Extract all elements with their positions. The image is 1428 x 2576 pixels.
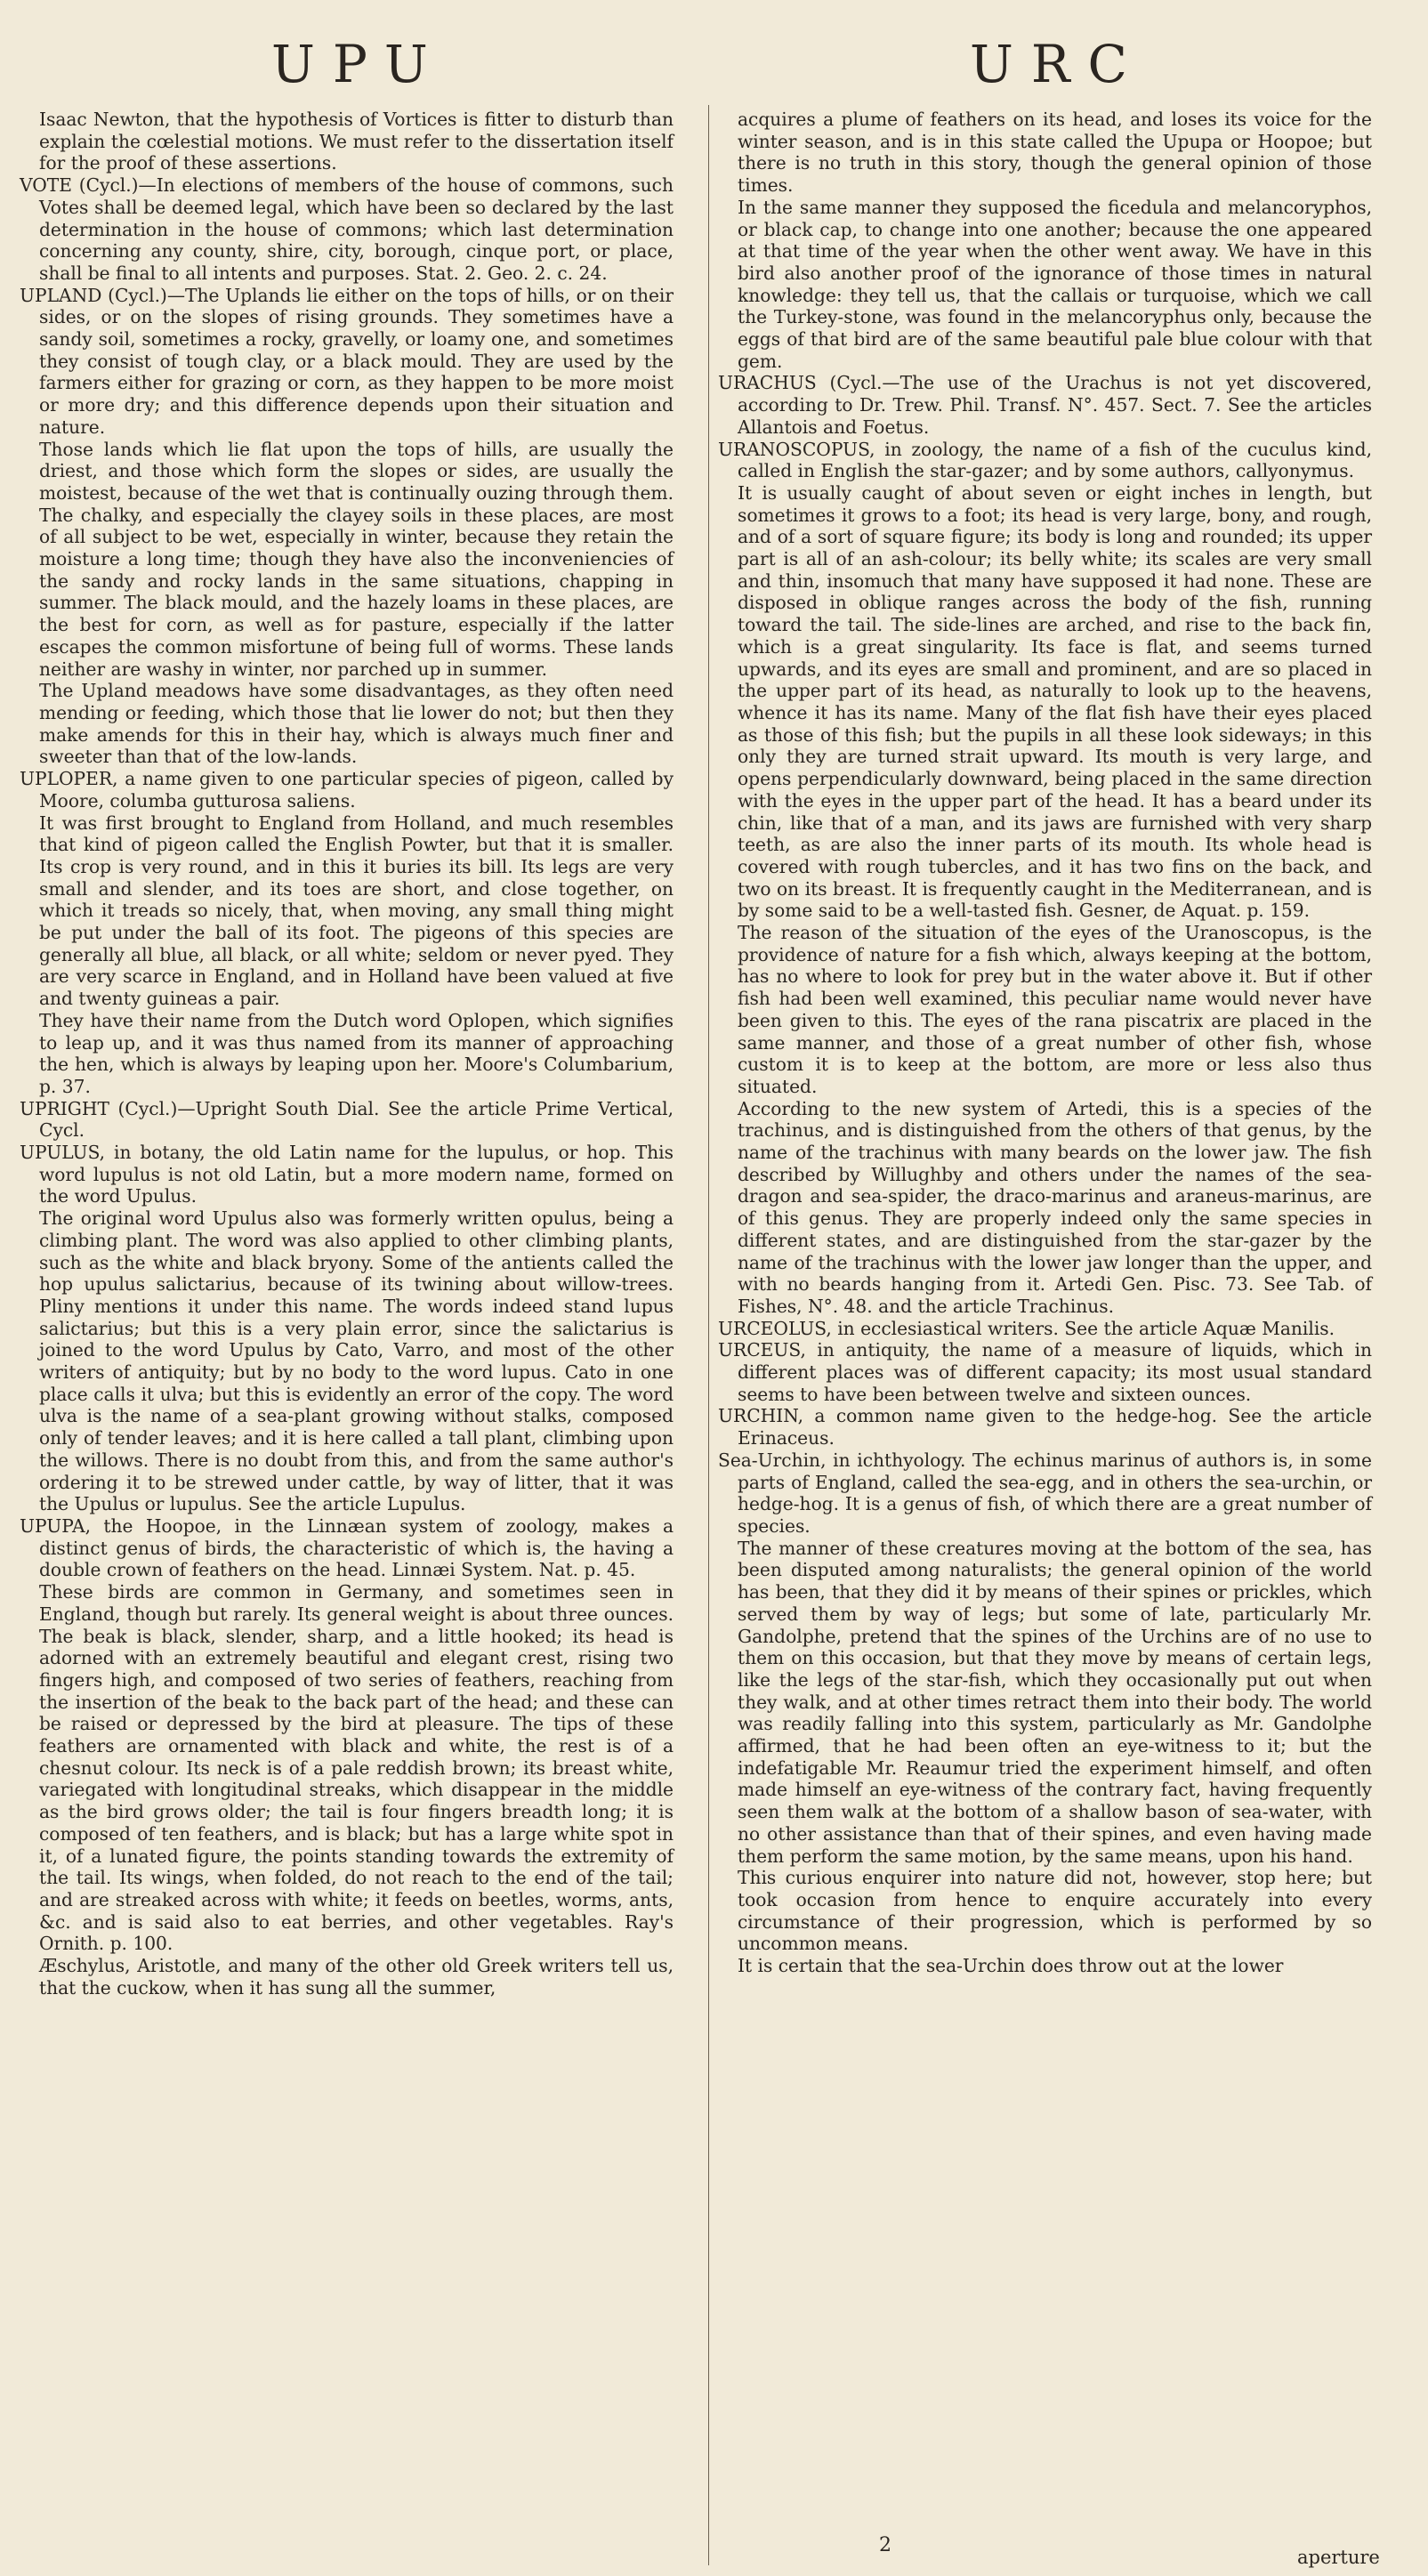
- dictionary-entry: UPLAND (Cycl.)—The Uplands lie either on the tops of hills, or on their sides, or on the slopes of rising grounds. They sometimes have a sandy soil, sometimes a rocky, gravelly, or loamy one, and sometimes they consist of tough clay, or a black mould. They are used by the farmers either for grazing or corn, as they happen to be more moist or more dry; and this difference depends upon their situation and nature.: [20, 284, 674, 438]
- dictionary-entry: UPUPA, the Hoopoe, in the Linnæan system of zoology, makes a distinct genus of birds, the characteristic of which is, the having a double crown of feathers on the head. Linnæi System. Nat. p. 45.: [20, 1515, 674, 1581]
- paragraph: The manner of these creatures moving at the bottom of the sea, has been disputed among naturalists; the general opinion of the world has been, that they did it by means of their spines or prickles, which served them by way of legs; but some of late, particularly Mr. Gandolphe, pretend that the spines of the Urchins are of no use to them on this occasion, but that they move by means of certain legs, like the legs of the star-fish, which they occasionally put out when they walk, and at other times retract them into their body. The world was readily falling into this system, particularly as Mr. Gandolphe affirmed, that he had been often an eye-witness to it; but the indefatigable Mr. Reaumur tried the experiment himself, and often made himself an eye-witness of the contrary fact, having frequently seen them walk at the bottom of a shallow bason of sea-water, with no other assistance than that of their spines, and even having made them perform the same motion, by the same means, upon his hand.: [738, 1537, 1372, 1867]
- paragraph: The reason of the situation of the eyes of the Uranoscopus, is the providence of nature for a fish which, always keeping at the bottom, has no where to look for prey but in the water above it. But if other fish had been well examined, this peculiar name would never have been given to this. The eyes of the rana piscatrix are placed in the same manner, and those of a great number of other fish, whose custom it is to keep at the bottom, are more or less also thus situated.: [738, 922, 1372, 1097]
- paragraph: The Upland meadows have some disadvantages, as they often need mending or feeding, which those that lie lower do not; but then they make amends for this in their hay, which is always much finer and sweeter than that of the low-lands.: [39, 680, 674, 768]
- dictionary-entry: URACHUS (Cycl.—The use of the Urachus is not yet discovered, according to Dr. Trew. Phil. Transf. N°. 457. Sect. 7. See the articles Allantois and Foetus.: [718, 372, 1372, 438]
- paragraph: They have their name from the Dutch word Oplopen, which signifies to leap up, and it was thus named from its manner of approaching the hen, which is always by leaping upon her. Moore's Columbarium, p. 37.: [39, 1009, 674, 1097]
- right-column: [718, 109, 1372, 1977]
- paragraph: According to the new system of Artedi, this is a species of the trachinus, and is distinguished from the others of that genus, by the name of the trachinus with many beards on the lower jaw. The fish described by Willughby and others under the names of the sea-dragon and sea-spider, the draco-marinus and araneus-marinus, are of this genus. They are properly indeed only the same species in different states, and are distinguished from the star-gazer by the name of the trachinus with the lower jaw longer than the upper, and with no beards hanging from it. Artedi Gen. Pisc. 73. See Tab. of Fishes, N°. 48. and the article Trachinus.: [738, 1097, 1372, 1317]
- running-head-right: URC: [970, 34, 1145, 94]
- paragraph: In the same manner they supposed the ficedula and melancoryphos, or black cap, to change into one another; because the one appeared at that time of the year when the other went away. We have in this bird also another proof of the ignorance of those times in natural knowledge: they tell us, that the callais or turquoise, which we call the Turkey-stone, was found in the melancoryphus only, because the eggs of that bird are of the same beautiful pale blue colour with that gem.: [738, 196, 1372, 372]
- paragraph: It is usually caught of about seven or eight inches in length, but sometimes it grows to a foot; its head is very large, bony, and rough, and of a sort of square figure; its body is long and rounded; its upper part is all of an ash-colour; its belly white; its scales are very small and thin, insomuch that many have supposed it had none. These are disposed in oblique ranges across the body of the fish, running toward the tail. The side-lines are arched, and rise to the back fin, which is a great singularity. Its face is flat, and seems turned upwards, and its eyes are small and prominent, and are so placed in the upper part of its head, as naturally to look up to the heavens, whence it has its name. Many of the flat fish have their eyes placed as those of this fish; but the pupils in all these look sideways; in this only they are turned strait upward. Its mouth is very large, and opens perpendicularly downward, being placed in the same direction with the eyes in the upper part of the head. It has a beard under its chin, like that of a man, and its jaws are furnished with very sharp teeth, as are also the inner parts of its mouth. Its whole head is covered with rough tubercles, and it has two fins on the back, and two on its breast. It is frequently caught in the Mediterranean, and is by some said to be a well-tasted fish. Gesner, de Aquat. p. 159.: [738, 481, 1372, 922]
- paragraph: Isaac Newton, that the hypothesis of Vortices is fitter to disturb than explain the cœlestial motions. We must refer to the dissertation itself for the proof of these assertions.: [39, 109, 674, 174]
- dictionary-entry: URCHIN, a common name given to the hedge-hog. See the article Erinaceus.: [718, 1405, 1372, 1450]
- paragraph: The original word Upulus also was formerly written opulus, being a climbing plant. The word was also applied to other climbing plants, such as the white and black bryony. Some of the antients called the hop upulus salictarius, because of its twining about willow-trees. Pliny mentions it under this name. The words indeed stand lupus salictarius; but this is a very plain error, since the salictarius is joined to the word Upulus by Cato, Varro, and most of the other writers of antiquity; but by no body to the word lupus. Cato in one place calls it ulva; but this is evidently an error of the copy. The word ulva is the name of a sea-plant growing without stalks, composed only of tender leaves; and it is here called a tall plant, climbing upon the willows. There is no doubt from this, and from the same author's ordering it to be strewed under cattle, by way of litter, that it was the Upulus or lupulus. See the article Lupulus.: [39, 1207, 674, 1515]
- running-head-left: UPU: [271, 34, 446, 94]
- column-divider: [708, 105, 709, 2565]
- paragraph: It is certain that the sea-Urchin does throw out at the lower: [738, 1955, 1284, 1977]
- dictionary-entry: VOTE (Cycl.)—In elections of members of the house of commons, such Votes shall be deemed legal, which have been so declared by the last determination in the house of commons; which last determination concerning any county, shire, city, borough, cinque port, or place, shall be final to all intents and purposes. Stat. 2. Geo. 2. c. 24.: [20, 174, 674, 284]
- paragraph: Æschylus, Aristotle, and many of the other old Greek writers tell us, that the cuckow, when it has sung all the summer,: [39, 1955, 674, 1999]
- left-column: [20, 109, 674, 1999]
- catchword: aperture: [1297, 2547, 1380, 2568]
- dictionary-entry: URANOSCOPUS, in zoology, the name of a fish of the cuculus kind, called in English the star-gazer; and by some authors, callyonymus.: [718, 438, 1372, 482]
- paragraph: These birds are common in Germany, and sometimes seen in England, though but rarely. Its general weight is about three ounces. The beak is black, slender, sharp, and a little hooked; its head is adorned with an extremely beautiful and elegant crest, rising two fingers high, and composed of two series of feathers, reaching from the insertion of the beak to the back part of the head; and these can be raised or depressed by the bird at pleasure. The tips of these feathers are ornamented with black and white, the rest is of a chesnut colour. Its neck is of a pale reddish brown; its breast white, variegated with longitudinal streaks, which disappear in the middle as the bird grows older; the tail is four fingers breadth long; it is composed of ten feathers, and is black; but has a large white spot in it, of a lunated figure, the points standing towards the extremity of the tail. Its wings, when folded, do not reach to the end of the tail; and are streaked across with white; it feeds on beetles, worms, ants, &c. and is said also to eat berries, and other vegetables. Ray's Ornith. p. 100.: [39, 1581, 674, 1955]
- dictionary-entry: URCEOLUS, in ecclesiastical writers. See the article Aquæ Manilis.: [718, 1317, 1335, 1339]
- dictionary-entry: URCEUS, in antiquity, the name of a measure of liquids, which in different places was of different capacity; its most usual standard seems to have been between twelve and sixteen ounces.: [718, 1339, 1372, 1405]
- paragraph: acquires a plume of feathers on its head, and loses its voice for the winter season, and is in this state called the Upupa or Hoopoe; but there is no truth in this story, though the general opinion of those times.: [738, 109, 1372, 197]
- paragraph: Those lands which lie flat upon the tops of hills, are usually the driest, and those which form the slopes or sides, are usually the moistest, because of the wet that is continually ouzing through them. The chalky, and especially the clayey soils in these places, are most of all subject to be wet, especially in winter, because they retain the moisture a long time; though they have also the inconveniencies of the sandy and rocky lands in the same situations, chapping in summer. The black mould, and the hazely loams in these places, are the best for corn, as well as for pasture, especially if the latter escapes the common misfortune of being full of worms. These lands neither are washy in winter, nor parched up in summer.: [39, 438, 674, 680]
- paragraph: This curious enquirer into nature did not, however, stop here; but took occasion from hence to enquire accurately into every circumstance of their progression, which is performed by so uncommon means.: [738, 1867, 1372, 1955]
- dictionary-entry: UPLOPER, a name given to one particular species of pigeon, called by Moore, columba gutturosa saliens.: [20, 768, 674, 812]
- paragraph: It was first brought to England from Holland, and much resembles that kind of pigeon called the English Powter, but that it is smaller. Its crop is very round, and in this it buries its bill. Its legs are very small and slender, and its toes are short, and close together, on which it treads so nicely, that, when moving, any small thing might be put under the ball of its foot. The pigeons of this species are generally all blue, all black, or all white; seldom or never pyed. They are very scarce in England, and in Holland have been valued at five and twenty guineas a pair.: [39, 812, 674, 1010]
- dictionary-entry: UPULUS, in botany, the old Latin name for the lupulus, or hop. This word lupulus is not old Latin, but a more modern name, formed on the word Upulus.: [20, 1142, 674, 1207]
- dictionary-entry: Sea-Urchin, in ichthyology. The echinus marinus of authors is, in some parts of England, called the sea-egg, and in others the sea-urchin, or hedge-hog. It is a genus of fish, of which there are a great number of species.: [718, 1449, 1372, 1537]
- dictionary-entry: UPRIGHT (Cycl.)—Upright South Dial. See the article Prime Vertical, Cycl.: [20, 1097, 674, 1142]
- page-number: 2: [879, 2534, 891, 2556]
